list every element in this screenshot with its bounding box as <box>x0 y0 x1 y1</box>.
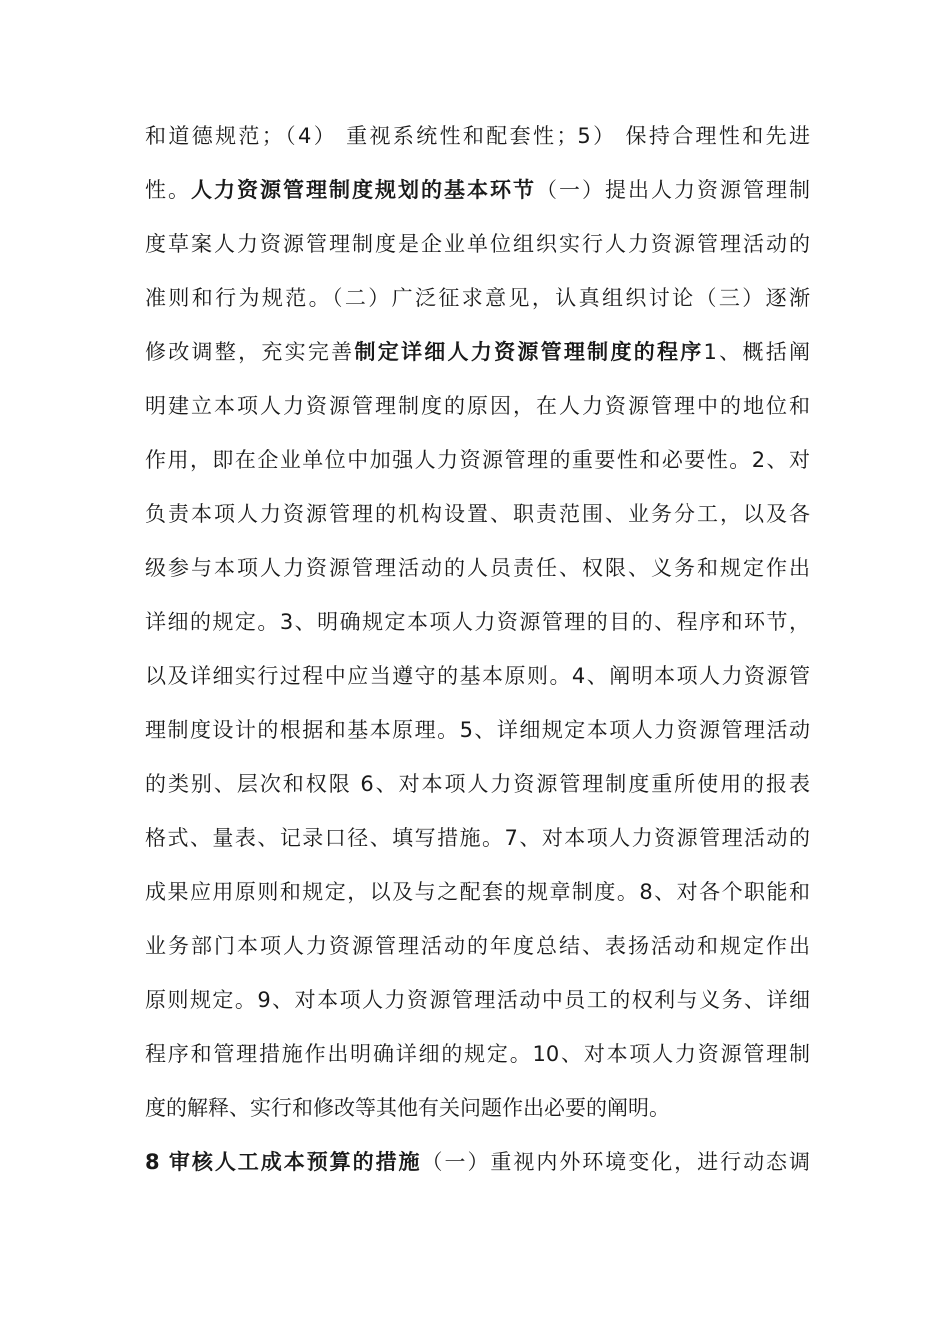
text-line-5 <box>145 332 810 372</box>
text-line-2 <box>145 170 810 210</box>
bold-heading: 8 审核人工成本预算的措施 <box>145 1150 422 1174</box>
text-run: 作用，即在企业单位中加强人力资源管理的重要性和必要性。2、对 <box>145 448 810 472</box>
text-line-18 <box>145 1034 810 1074</box>
text-line-19 <box>145 1088 810 1128</box>
text-line-3 <box>145 224 810 264</box>
bold-heading: 人力资源管理制度规划的基本环节 <box>191 178 536 202</box>
text-line-8 <box>145 494 810 534</box>
text-run: 详细的规定。3、明确规定本项人力资源管理的目的、程序和环节， <box>145 610 810 634</box>
text-run: 程序和管理措施作出明确详细的规定。10、对本项人力资源管理制 <box>145 1042 810 1066</box>
text-run: （一）重视内外环境变化，进行动态调 <box>421 1150 811 1174</box>
text-line-10 <box>145 602 810 642</box>
text-run: 以及详细实行过程中应当遵守的基本原则。4、阐明本项人力资源管 <box>145 664 810 688</box>
text-run: 业务部门本项人力资源管理活动的年度总结、表扬活动和规定作出 <box>145 934 810 958</box>
text-run: 修改调整，充实完善 <box>145 340 355 364</box>
text-line-17 <box>145 980 810 1020</box>
text-run: 和道德规范；（4） 重视系统性和配套性；5） 保持合理性和先进 <box>145 124 810 148</box>
text-run: 明建立本项人力资源管理制度的原因，在人力资源管理中的地位和 <box>145 394 810 418</box>
text-line-20 <box>145 1142 810 1182</box>
text-line-7 <box>145 440 810 480</box>
text-line-4 <box>145 278 810 318</box>
text-line-13 <box>145 764 810 804</box>
text-line-15 <box>145 872 810 912</box>
text-run: 负责本项人力资源管理的机构设置、职责范围、业务分工，以及各 <box>145 502 810 526</box>
text-run: （一）提出人力资源管理制 <box>536 178 810 202</box>
text-run: 的类别、层次和权限 6、对本项人力资源管理制度重所使用的报表 <box>145 772 810 796</box>
text-run: 1、概括阐 <box>703 340 810 364</box>
text-run: 度草案人力资源管理制度是企业单位组织实行人力资源管理活动的 <box>145 232 810 256</box>
text-run: 原则规定。9、对本项人力资源管理活动中员工的权利与义务、详细 <box>145 988 810 1012</box>
text-line-11 <box>145 656 810 696</box>
bold-heading: 制定详细人力资源管理制度的程序 <box>354 340 704 364</box>
text-run: 性。 <box>145 178 191 202</box>
text-run: 准则和行为规范。（二）广泛征求意见，认真组织讨论（三）逐渐 <box>145 286 810 310</box>
text-line-16 <box>145 926 810 966</box>
text-line-14 <box>145 818 810 858</box>
text-line-9 <box>145 548 810 588</box>
text-run: 理制度设计的根据和基本原理。5、详细规定本项人力资源管理活动 <box>145 718 810 742</box>
text-line-12 <box>145 710 810 750</box>
text-line-1 <box>145 116 810 156</box>
text-line-6 <box>145 386 810 426</box>
text-run: 格式、量表、记录口径、填写措施。7、对本项人力资源管理活动的 <box>145 826 810 850</box>
text-run: 级参与本项人力资源管理活动的人员责任、权限、义务和规定作出 <box>145 556 810 580</box>
text-run: 成果应用原则和规定，以及与之配套的规章制度。8、对各个职能和 <box>145 880 810 904</box>
text-run: 度的解释、实行和修改等其他有关问题作出必要的阐明。 <box>145 1096 670 1120</box>
